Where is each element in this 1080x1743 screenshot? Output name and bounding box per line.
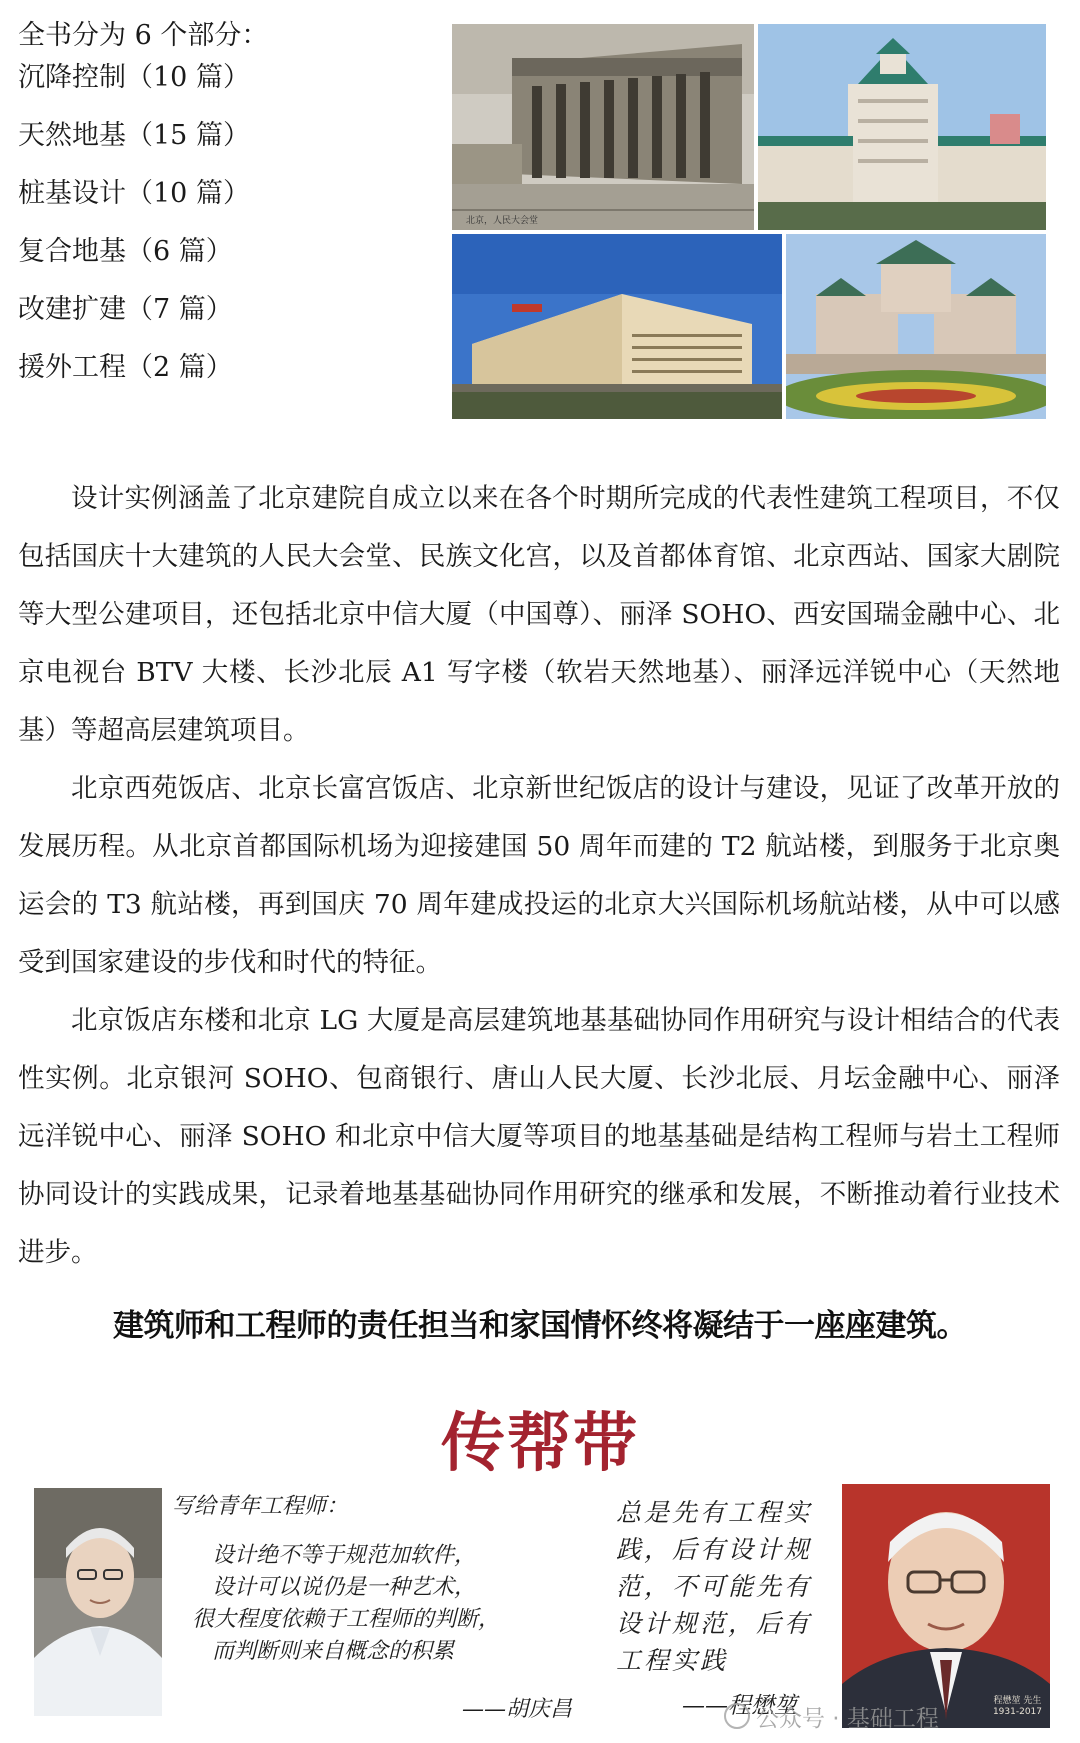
parts-item-composite-foundation: 复合地基（6 篇） <box>18 236 233 267</box>
quote-left-heading: 写给青年工程师： <box>172 1494 349 1519</box>
parts-item-pile-design: 桩基设计（10 篇） <box>18 178 250 209</box>
quote-left-signature: ——胡庆昌 <box>462 1697 573 1722</box>
watermark <box>724 1700 939 1733</box>
quote-left-lines <box>172 1540 592 1668</box>
great-hall-caption: 北京，人民大会堂 <box>466 216 539 226</box>
parts-list <box>18 18 438 408</box>
portrait-years: 1931-2017 <box>992 1707 1042 1717</box>
quote-right-line: 工程实践 <box>616 1646 729 1675</box>
wechat-logo-icon <box>724 1703 750 1729</box>
parts-heading: 全书分为 6 个部分： <box>18 20 269 51</box>
west-station-photo <box>786 234 1046 419</box>
parts-item-settlement: 沉降控制（10 篇） <box>18 62 250 93</box>
quote-left-line: 而判断则来自概念的积累 <box>212 1639 455 1664</box>
slogan: 建筑师和工程师的责任担当和家国情怀终将凝结于一座座建筑。 <box>113 1308 967 1344</box>
quote-right-line: 践，后有设计规 <box>616 1535 813 1564</box>
quote-left-line: 很大程度依赖于工程师的判断， <box>192 1607 501 1632</box>
building-photo-collage <box>452 24 1046 419</box>
quote-right-signature: ——程懋堃 <box>682 1693 797 1719</box>
body-paragraph: 设计实例涵盖了北京建院自成立以来在各个时期所完成的代表性建筑工程项目，不仅包括国庆十大建筑的人民大会堂、民族文化宫，以及首都体育馆、北京西站、国家大剧院等大型公建项目，还包括北京中信大厦（中国尊）、丽泽 SOHO、西安国瑞金融中心、北京电视台 BTV 大楼、长沙北辰 A1 写字楼（软岩天然地基）、丽泽远洋锐中心（天然地基）等超高层建筑项目。 <box>18 483 1060 746</box>
cultural-palace-photo <box>758 24 1046 230</box>
body-paragraph: 北京西苑饭店、北京长富宫饭店、北京新世纪饭店的设计与建设，见证了改革开放的发展历程。从北京首都国际机场为迎接建国 50 周年而建的 T2 航站楼，到服务于北京奥运会的 T3 航站楼，再到国庆 70 周年建成投运的北京大兴国际机场航站楼，从中可以感受到国家建设的步伐和时代的特征。 <box>18 773 1060 978</box>
quote-hu-qingchang <box>172 1492 592 1722</box>
quote-right-line: 范，不可能先有 <box>616 1572 813 1601</box>
portrait-name-plate <box>993 1696 1042 1718</box>
parts-item-foreign-aid: 援外工程（2 篇） <box>18 352 233 383</box>
sports-hall-photo <box>452 234 782 419</box>
parts-item-renovation: 改建扩建（7 篇） <box>18 294 233 325</box>
quote-cheng-maokun <box>616 1494 840 1719</box>
portrait-hu-qingchang <box>34 1488 162 1716</box>
great-hall-photo <box>452 24 754 230</box>
parts-item-natural-foundation: 天然地基（15 篇） <box>18 120 250 151</box>
portrait-cheng-maokun <box>842 1484 1050 1728</box>
portrait-name: 程懋堃 先生 <box>993 1696 1042 1706</box>
body-paragraph: 北京饭店东楼和北京 LG 大厦是高层建筑地基基础协同作用研究与设计相结合的代表性实例。北京银河 SOHO、包商银行、唐山人民大厦、长沙北辰、月坛金融中心、丽泽远洋锐中心、丽泽 SOHO 和北京中信大厦等项目的地基基础是结构工程师与岩土工程师协同设计的实践成果，记录着地基基础协同作用研究的继承和发展，不断推动着行业技术进步。 <box>18 1005 1060 1268</box>
watermark-text: 公众号 · 基础工程 <box>756 1706 939 1732</box>
quote-right-line: 设计规范，后有 <box>616 1609 813 1638</box>
quote-right-line: 总是先有工程实 <box>616 1498 813 1527</box>
quote-left-line: 设计绝不等于规范加软件， <box>212 1543 477 1568</box>
section-title: 传帮带 <box>441 1407 639 1481</box>
body-text <box>18 470 1060 1282</box>
quote-left-line: 设计可以说仍是一种艺术， <box>212 1575 477 1600</box>
